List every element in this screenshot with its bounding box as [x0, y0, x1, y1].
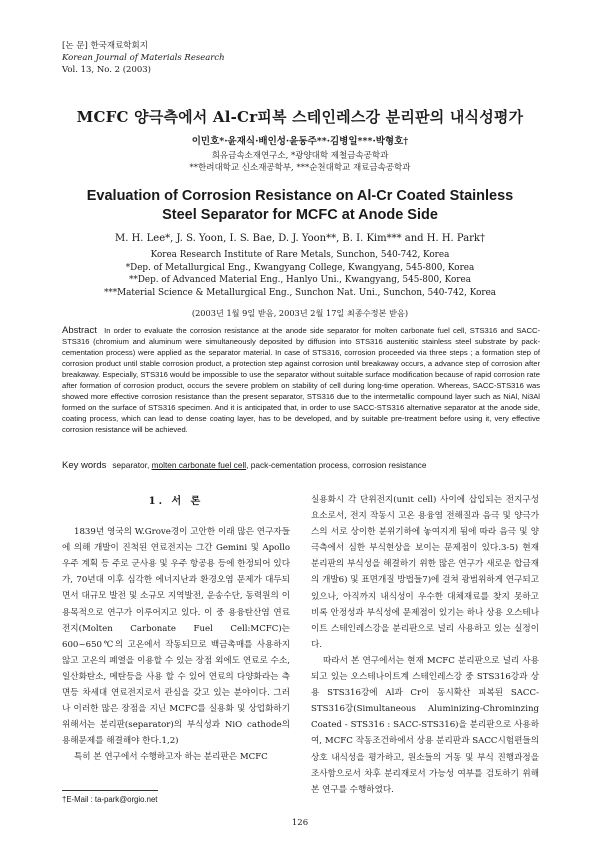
affiliation-kr-line: **한려대학교 신소재공학부, ***순천대학교 재료금속공학과 [189, 163, 411, 173]
affiliation-en-line: *Dep. of Metallurgical Eng., Kwangyang College, Kwangyang, 545-800, Korea [125, 262, 475, 273]
affiliations-korean [0, 150, 600, 174]
keyword-text: separator, [112, 460, 152, 470]
section-heading: 1. 서 론 [148, 496, 204, 507]
affiliation-en-line: ***Material Science & Metallurgical Eng., Sunchon Nat. Uni., Sunchon, 540-742, Korea [103, 287, 497, 298]
body-column-right [311, 492, 539, 798]
keyword-text: , pack-cementation process, corrosion resistance [246, 460, 427, 470]
title-korean: MCFC 양극측에서 Al-Cr피복 스테인레스강 분리판의 내식성평가 [76, 108, 524, 126]
received-dates: (2003년 1월 9일 받음, 2003년 2월 17일 최종수정본 받음) [191, 308, 409, 318]
footnote-divider [62, 790, 158, 791]
title-en-line: Evaluation of Corrosion Resistance on Al-Cr Coated Stainless [86, 188, 514, 204]
abstract-text: In order to evaluate the corrosion resistance at the anode side separator for molten carbonate fuel cell, STS316 and SACC-STS316 (chromium and aluminum were simultaneously deposited by diffusion into STS316 austenitic stainless steel substrate by pack-cementation process) were applied as the separator material. In case of STS316, corrosion proceeded via three steps ; a formation step of corrosion product until stable corrosion product, a protection step against corrosion until breakaway occurs, a advance step of corrosion after breakaway. Especially, STS316 would be impossible to use the separator without suitable surface modification because of rapid corrosion rate after formation of corrosion product, occurs the severe problem on stability of cell during long-time operation. Whereas, SACC-STS316 was showed more effective corrosion resistance than the present separator, STS316 due to the intermetallic compound layer such as NiAl, Ni3Al formed on the surface of STS316 specimen. And it is anticipated that, in order to use SACC-STS316 alternative separator at the anode side, coating process, which can lead to dense coating layer, has to be developed, and by suitable pre-treatment before using it, very effective corrosion resistance will be achieved. [62, 326, 540, 434]
authors-korean: 이민호*·윤재식·배인성·윤동주**·김병일***·박형호† [191, 136, 409, 147]
abstract [62, 325, 540, 435]
title-english [0, 187, 600, 225]
page-number: 126 [291, 818, 309, 828]
paragraph: 1839년 영국의 W.Grove경이 고안한 이래 많은 연구자들에 의해 개발이 진척된 연료전지는 그간 Gemini 및 Apollo우주 계획 등 주로 군사용 및 우주 항공용 등에 한정되어 있다가, 70년대 이후 심각한 에너지난과 환경오염 문제가 대두되면서 대규모 발전 및 소규모 지역발전, 운송수단, 동력원의 이용목적으로 연구가 이루어지고 있다. 이 중 용융탄산염 연료전지(Molten Carbonate Fuel Cell:MCFC)는 600~650℃의 고온에서 작동되므로 백금촉매를 사용하지 않고 고온의 폐열을 이용할 수 있는 장점 외에도 연료로 수소, 일산화탄소, 메탄등을 사용 할 수 있어 연료의 다양화라는 측면등 차세대 연료전지로서 관심을 갖고 있는 분야이다. 그러나 이러한 많은 장점을 지닌 MCFC를 실용화 및 상업화하기 위해서는 분리판(separator)의 부식성과 NiO cathode의 용해문제를 해결해야 한다.1,2) [62, 527, 290, 747]
paragraph: 따라서 본 연구에서는 현재 MCFC 분리판으로 널리 사용되고 있는 오스테나이트계 스테인레스강 중 STS316강과 상용 STS316강에 Al과 Cr이 동시확산 피복된 SACC-STS316강(Simultaneous Aluminizing-Chrominzing Coated - STS316 : SACC-STS316)을 분리판으로 사용하여, MCFC 작동조건하에서 상용 분리판과 SACC시험편들의 상호 내식성을 평가하고, 원소들의 거동 및 부식 진행과정을 조사함으로서 차후 분리재로서 가능성 여부를 검토하기 위해 본 연구를 수행하였다. [311, 655, 539, 795]
keywords [62, 460, 540, 471]
affiliations-english [0, 249, 600, 299]
affiliation-en-line: Korea Research Institute of Rare Metals, Sunchon, 540-742, Korea [150, 250, 450, 260]
affiliation-en-line: **Dep. of Advanced Material Eng., Hanlyo Uni., Kwangyang, 545-800, Korea [129, 275, 471, 285]
footnote-email: †E-Mail : ta-park@orgio.net [62, 795, 158, 804]
authors-english: M. H. Lee*, J. S. Yoon, I. S. Bae, D. J. Yoon**, B. I. Kim*** and H. H. Park† [114, 233, 485, 244]
keyword-underlined: molten carbonate fuel cell [151, 460, 247, 470]
abstract-label: Abstract [62, 325, 97, 336]
title-en-line: Steel Separator for MCFC at Anode Side [162, 207, 438, 223]
volume-info: Vol. 13, No. 2 (2003) [62, 65, 152, 75]
keywords-label: Key words [62, 460, 107, 471]
header-line1: [논 문] 한국재료학회지 [62, 41, 148, 51]
paragraph: 특히 본 연구에서 수행하고자 하는 분리판은 MCFC [74, 752, 268, 763]
paragraph: 실용화시 각 단위전지(unit cell) 사이에 삽입되는 전지구성요소로서, 전지 작동시 고온 용융염 전해질과 음극 및 양극가스의 서로 상이한 분위기하에 놓여지게 됨에 따라 음극 및 양극측에서 심한 부식현상을 보이는 문제점이 있다.3-5) 현재 분리판의 부식성을 해결하기 위한 많은 연구가 새로운 합금재의 개발6) 및 표면개질 방법들7)에 걸쳐 광범위하게 연구되고 있으나, 아직까지 내식성이 우수한 대체재료를 찾지 못하고 비록 안정성과 부식성에 문제점이 있기는 하나 상용 오스테나이트 스테인레스강을 분리판으로 널리 사용하고 있는 실정이다. [311, 495, 539, 650]
journal-header [62, 40, 225, 76]
journal-name: Korean Journal of Materials Research [62, 53, 225, 63]
body-column-left [62, 492, 290, 766]
affiliation-kr-line: 희유금속소재연구소, *광양대학 제철금속공학과 [211, 151, 389, 161]
